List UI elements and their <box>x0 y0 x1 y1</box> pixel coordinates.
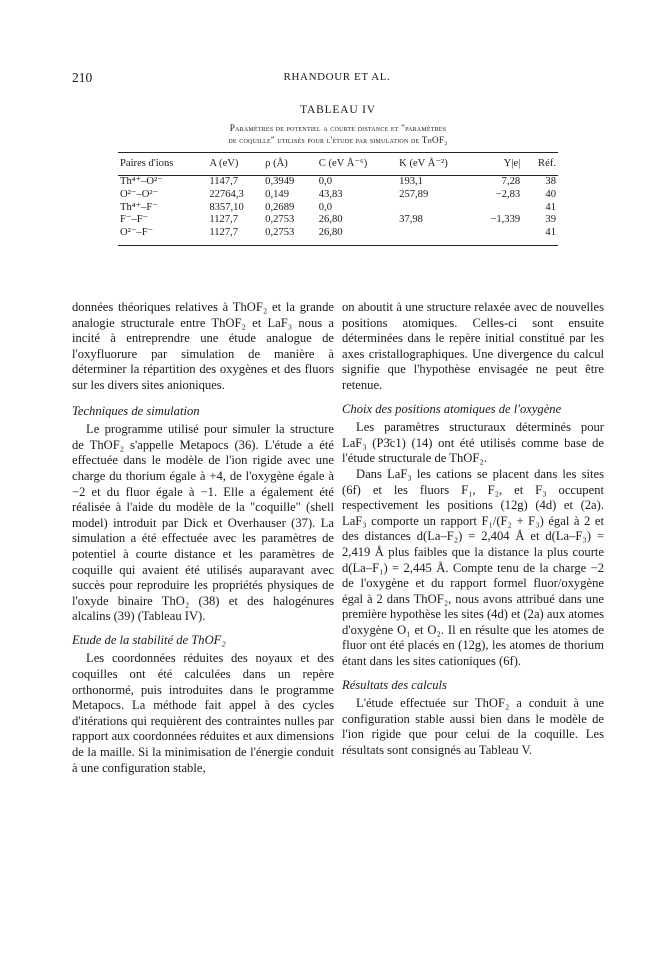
table-cell: −2,83 <box>495 188 521 200</box>
paragraph: on aboutit à une structure relaxée avec de nouvelles positions atomiques. Celles-ci sont ensuite déterminées dans le repère initial constitué par les axes cristallographiques. Une divergence du calcul signifie que l'hypothèse envisagée ne peut être retenue. <box>342 300 604 392</box>
running-title: RHANDOUR ET AL. <box>283 71 391 83</box>
table-cell: 26,80 <box>318 214 343 226</box>
table-cell: 22764,3 <box>209 188 244 200</box>
table-cell: 1127,7 <box>209 227 239 239</box>
table-cell <box>397 227 473 245</box>
table-cell: Th⁴⁺–O²⁻ <box>120 176 163 187</box>
left-column <box>72 300 334 776</box>
column-header: Y|e| <box>503 157 521 169</box>
table-cell: 1127,7 <box>209 214 239 226</box>
table-cell <box>397 202 473 215</box>
table-label: TABLEAU IV <box>300 104 376 116</box>
table-cell: 37,98 <box>399 214 423 226</box>
table-cell: 0,3949 <box>265 176 295 187</box>
table-cell: 1147,7 <box>209 176 239 187</box>
table-caption-line: Paramètres de potentiel a courte distance et "paramètres <box>229 123 447 133</box>
table-cell: 7,28 <box>501 176 521 187</box>
table-cell: 39 <box>545 214 556 226</box>
column-header: C (eV Å⁻⁶) <box>318 158 368 169</box>
column-header: A (eV) <box>209 157 239 169</box>
table-cell: 26,80 <box>318 227 343 239</box>
table-cell: −1,339 <box>490 214 521 226</box>
table-cell: O²⁻–O²⁻ <box>120 188 159 200</box>
paragraph: données théoriques relatives à ThOF₂ et la grande analogie structurale entre ThOF₂ et LaF₃ nous a incité à entreprendre une étude analogue de l'oxyfluorure par simulation de manière à déterminer la répartition des oxygènes et des fluors sur les divers sites anioniques. <box>72 300 334 392</box>
parameters-table <box>118 153 558 245</box>
section-heading: Etude de la stabilité de ThOF₂ <box>72 632 226 647</box>
paragraph: Les paramètres structuraux déterminés pour LaF₃ (P3̄c1) (14) ont été utilisés comme base de l'étude structurale de ThOF₂. <box>342 420 604 466</box>
table-row <box>118 202 558 215</box>
paragraph: L'étude effectuée sur ThOF₂ a conduit à une configuration stable aussi bien dans le modèle de l'ion rigide que pour celui de la coquille. Les résultats sont consignés au Tableau V. <box>342 696 604 758</box>
table-cell: 0,0 <box>318 176 332 187</box>
right-column <box>342 300 604 759</box>
paragraph: Les coordonnées réduites des noyaux et des coquilles ont été calculées dans un repère orthonormé, puis introduites dans le programme Metapocs. La méthode fait appel à des cycles d'itérations qui requièrent des contraintes nulles par rapport aux coordonnées réduites et aux dimensions de la maille. Si la minimisation de l'énergie conduit à une configuration stable, <box>72 651 334 775</box>
table-cell: 38 <box>545 176 556 187</box>
table-cell <box>473 202 522 215</box>
table-bottom-rule <box>118 245 558 246</box>
column-header: ρ (Å) <box>265 157 288 169</box>
table-cell: 43,83 <box>318 188 343 200</box>
table-caption <box>118 122 558 146</box>
table-row <box>118 189 558 202</box>
column-header: Paires d'ions <box>120 157 174 169</box>
table-cell: 41 <box>545 201 556 213</box>
section-heading: Techniques de simulation <box>72 403 200 418</box>
table-cell: Th⁴⁺–F⁻ <box>120 201 158 213</box>
table-header-row <box>118 153 558 174</box>
table-cell: 40 <box>545 188 556 200</box>
paragraph: Dans LaF₃ les cations se placent dans les sites (6f) et les fluors F₁, F₂, et F₃ occupent respectivement les positions (12g) (4d) et (2a). LaF₃ comporte un rapport F₁/(F₂ + F₃) égal à 2 et des distances d(La–F₂) = 2,404 Å et d(La–F₃) = 2,419 Å plus faibles que la distance la plus courte d(La–F₁) = 2,445 Å. Compte tenu de la charge −2 de l'oxygène et du rapport formel fluor/oxygène égal à 2 dans ThOF₂, nous avons attribué dans une première hypothèse les sites (4d) et (2a) aux atomes d'oxygène O₁ et O₂. Il en résulte que les atomes de fluor ont été placés en (12g), les atomes de thorium étant dans les sites cationiques (6f). <box>342 466 604 669</box>
table-cell: 0,2689 <box>265 201 295 213</box>
table-cell: 257,89 <box>399 188 429 200</box>
section-heading: Choix des positions atomiques de l'oxygène <box>342 401 562 416</box>
table-row <box>118 176 558 189</box>
table-iv <box>118 104 558 246</box>
table-row <box>118 227 558 245</box>
section-heading: Résultats des calculs <box>342 677 447 692</box>
table-cell: 8357,10 <box>209 201 244 213</box>
page-number: 210 <box>72 70 93 85</box>
table-cell: 0,2753 <box>265 214 295 226</box>
table-row <box>118 214 558 227</box>
paragraph: Le programme utilisé pour simuler la structure de ThOF₂ s'appelle Metapocs (36). L'étude a été effectuée dans le modèle de l'ion rigide avec une charge du thorium égale à +4, de l'oxygène égale à −2 et du fluor égale à −1. Elle a également été réalisée à l'aide du modèle de la "coquille" (shell model) introduit par Dick et Overhauser (37). La simulation a été effectuée avec les paramètres de potentiel à courte distance et les paramètres de coquille qui avaient été utilisés auparavant avec succès pour reproduire les propriétés physiques de l'oxyde binaire ThO₂ (38) et des halogénures alcalins (39) (Tableau IV). <box>72 422 334 624</box>
table-cell <box>473 227 522 245</box>
running-head <box>72 70 602 86</box>
column-header: K (eV Å⁻²) <box>399 158 448 169</box>
table-cell: 193,1 <box>399 176 423 187</box>
table-cell: F⁻–F⁻ <box>120 214 149 226</box>
table-cell: O²⁻–F⁻ <box>120 227 154 239</box>
table-cell: 0,2753 <box>265 227 295 239</box>
table-caption-line: de coquille" utilisés pour l'étude par simulation de ThOF₂ <box>228 135 448 145</box>
table-cell: 0,0 <box>318 201 332 213</box>
table-cell: 0,149 <box>265 188 289 200</box>
column-header: Réf. <box>538 157 556 169</box>
table-cell: 41 <box>545 227 556 239</box>
